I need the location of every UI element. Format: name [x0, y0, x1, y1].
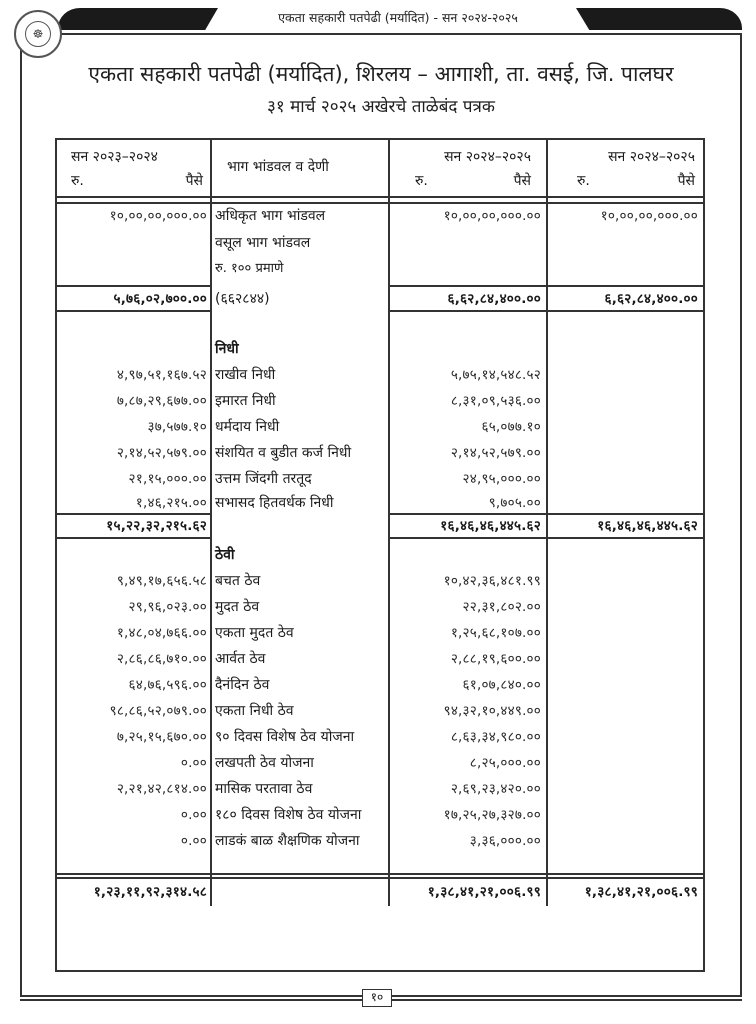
deposit-row-label: ९० दिवस विशेष ठेव योजना [215, 729, 355, 745]
rule-grand-top [57, 873, 703, 875]
deposit-row-label: बचत ठेव [215, 573, 261, 589]
fund-row-curr: २,१४,५२,५७९.०० [450, 445, 541, 461]
col-divider-2 [388, 140, 390, 972]
deposit-row-curr: १,२५,६८,१०७.०० [450, 625, 541, 641]
col1-year-header: सन २०२३–२०२४ [71, 149, 158, 165]
deposit-row-label: १८० दिवस विशेष ठेव योजना [215, 807, 362, 823]
deposit-row-prev: २९,९६,०२३.०० [128, 599, 207, 615]
deposit-row-label: मासिक परतावा ठेव [215, 781, 313, 797]
col3-rs-header: रु. [415, 173, 428, 189]
society-seal-icon [14, 10, 62, 58]
fund-row-label: धर्मदाय निधी [215, 419, 280, 435]
fund-row-label: इमारत निधी [215, 393, 276, 409]
rule-grand-top-2 [57, 877, 703, 879]
deposit-row-curr: २२,३१,८०२.०० [462, 599, 541, 615]
deposit-row-curr: ९४,३२,१०,४४९.०० [443, 703, 541, 719]
authorized-capital-prev: १०,००,००,०००.०० [109, 208, 207, 224]
deposit-row-prev: २,२१,४२,८१४.०० [116, 781, 207, 797]
rule-funds-bottom-c34 [388, 537, 703, 539]
col4-year-header: सन २०२४–२०२५ [608, 149, 695, 165]
deposit-row-label: लखपती ठेव योजना [215, 755, 314, 771]
col1-paise-header: पैसे [185, 173, 203, 189]
deposit-row-curr: १०,४२,३६,४८१.९९ [443, 573, 541, 589]
authorized-capital-total: १०,००,००,०००.०० [600, 208, 698, 224]
paid-capital-rate: रु. १०० प्रमाणे [215, 261, 284, 276]
deposits-subtotal-total: १,३८,४१,२१,००६.९९ [584, 884, 698, 900]
header-bottom-rule [57, 196, 703, 198]
deposit-row-label: एकता निधी ठेव [215, 703, 294, 719]
deposit-row-label: दैनंदिन ठेव [215, 677, 270, 693]
rule-funds-top-c1 [57, 513, 210, 515]
fund-row-prev: २१,१५,०००.०० [128, 471, 207, 487]
col4-rs-header: रु. [577, 173, 590, 189]
paid-capital-total: ६,६२,८४,४००.०० [604, 291, 698, 307]
deposit-row-label: मुदत ठेव [215, 599, 260, 615]
fund-row-label: उत्तम जिंदगी तरतूद [215, 471, 312, 487]
paid-capital-label: वसूल भाग भांडवल [215, 235, 311, 251]
paid-capital-shares: (६६२८४४) [215, 291, 270, 307]
deposit-row-label: एकता मुदत ठेव [215, 625, 294, 641]
fund-row-label: राखीव निधी [215, 367, 276, 383]
document-subtitle: ३१ मार्च २०२५ अखेरचे ताळेबंद पत्रक [267, 97, 495, 117]
header-ribbon-right [576, 8, 742, 30]
rule-funds-bottom-c1 [57, 537, 210, 539]
paid-capital-prev: ५,७६,०२,७००.०० [113, 291, 207, 307]
fund-row-curr: ५,७५,१४,५४८.५२ [450, 367, 541, 383]
fund-row-prev: २,१४,५२,५७९.०० [116, 445, 207, 461]
deposit-row-prev: ०.०० [180, 833, 207, 849]
deposit-row-prev: ७,२५,१५,६७०.०० [116, 729, 207, 745]
deposit-row-curr: ६१,०७,८४०.०० [462, 677, 541, 693]
header-ribbon-text: एकता सहकारी पतपेढी (मर्यादित) - सन २०२४-२०२५ [278, 10, 518, 25]
col3-paise-header: पैसे [513, 173, 531, 189]
deposit-row-curr: २,६९,२३,४२०.०० [450, 781, 541, 797]
deposit-row-prev: २,८६,८६,७१०.०० [116, 651, 207, 667]
deposit-row-curr: १७,२५,२७,३२७.०० [443, 807, 541, 823]
empty-footer-row [57, 906, 703, 970]
deposit-row-curr: ८,२५,०००.०० [469, 755, 541, 771]
fund-row-curr: ९,७०५.०० [488, 495, 541, 511]
authorized-capital-curr: १०,००,००,०००.०० [443, 208, 541, 224]
col4-paise-header: पैसे [677, 173, 695, 189]
funds-subtotal-total: १६,४६,४६,४४५.६२ [597, 518, 698, 534]
col3-year-header: सन २०२४–२०२५ [444, 149, 531, 165]
deposit-row-prev: ६४,७६,५९६.०० [128, 677, 207, 693]
col2-header: भाग भांडवल व देणी [227, 159, 329, 175]
deposits-subtotal-prev: १,२३,११,९२,३१४.५८ [93, 884, 207, 900]
fund-row-prev: ४,९७,५१,१६७.५२ [116, 367, 207, 383]
col-divider-1 [210, 140, 212, 972]
fund-row-curr: २४,९५,०००.०० [462, 471, 541, 487]
funds-heading: निधी [215, 341, 239, 357]
rule-paid-top-c1 [57, 285, 210, 287]
fund-row-prev: ७,८७,२९,६७७.०० [116, 393, 207, 409]
col1-rs-header: रु. [71, 173, 84, 189]
document-title: एकता सहकारी पतपेढी (मर्यादित), शिरलय – आगाशी, ता. वसई, जि. पालघर [88, 62, 674, 86]
deposit-row-label: आर्वत ठेव [215, 651, 266, 667]
fund-row-prev: ३७,५७७.१० [147, 419, 207, 435]
deposits-heading: ठेवी [215, 547, 235, 563]
deposit-row-prev: ०.०० [180, 755, 207, 771]
paid-capital-curr: ६,६२,८४,४००.०० [447, 291, 541, 307]
deposit-row-curr: ८,६३,३४,९८०.०० [450, 729, 541, 745]
seal-emblem-icon: ☸ [25, 21, 51, 47]
deposit-row-prev: ९,४९,१७,६५६.५८ [116, 573, 207, 589]
header-bottom-rule-2 [57, 202, 703, 204]
rule-paid-top-c34 [388, 285, 703, 287]
funds-subtotal-curr: १६,४६,४६,४४५.६२ [440, 518, 541, 534]
authorized-capital-label: अधिकृत भाग भांडवल [215, 208, 326, 224]
deposits-subtotal-curr: १,३८,४१,२१,००६.९९ [427, 884, 541, 900]
rule-paid-bottom-c34 [388, 310, 703, 312]
fund-row-label: संशयित व बुडीत कर्ज निधी [215, 445, 352, 461]
fund-row-label: सभासद हितवर्धक निधी [215, 495, 334, 511]
col-divider-3 [546, 140, 548, 972]
deposit-row-prev: ९८,८६,५२,०७९.०० [109, 703, 207, 719]
page-number: १० [362, 989, 392, 1007]
deposit-row-prev: १,४८,०४,७६६.०० [116, 625, 207, 641]
deposit-row-curr: ३,३६,०००.०० [469, 833, 541, 849]
rule-funds-top-c34 [388, 513, 703, 515]
deposit-row-curr: २,८८,१९,६००.०० [450, 651, 541, 667]
deposit-row-label: लाडकं बाळ शैक्षणिक योजना [215, 833, 360, 849]
balance-sheet-table [55, 138, 705, 972]
fund-row-curr: ८,३१,०९,५३६.०० [450, 393, 541, 409]
fund-row-prev: १,४६,२१५.०० [135, 495, 207, 511]
deposit-row-prev: ०.०० [180, 807, 207, 823]
rule-paid-bottom-c1 [57, 310, 210, 312]
header-ribbon-left [58, 8, 218, 30]
fund-row-curr: ६५,०७७.१० [481, 419, 541, 435]
funds-subtotal-prev: १५,२२,३२,२१५.६२ [106, 518, 207, 534]
